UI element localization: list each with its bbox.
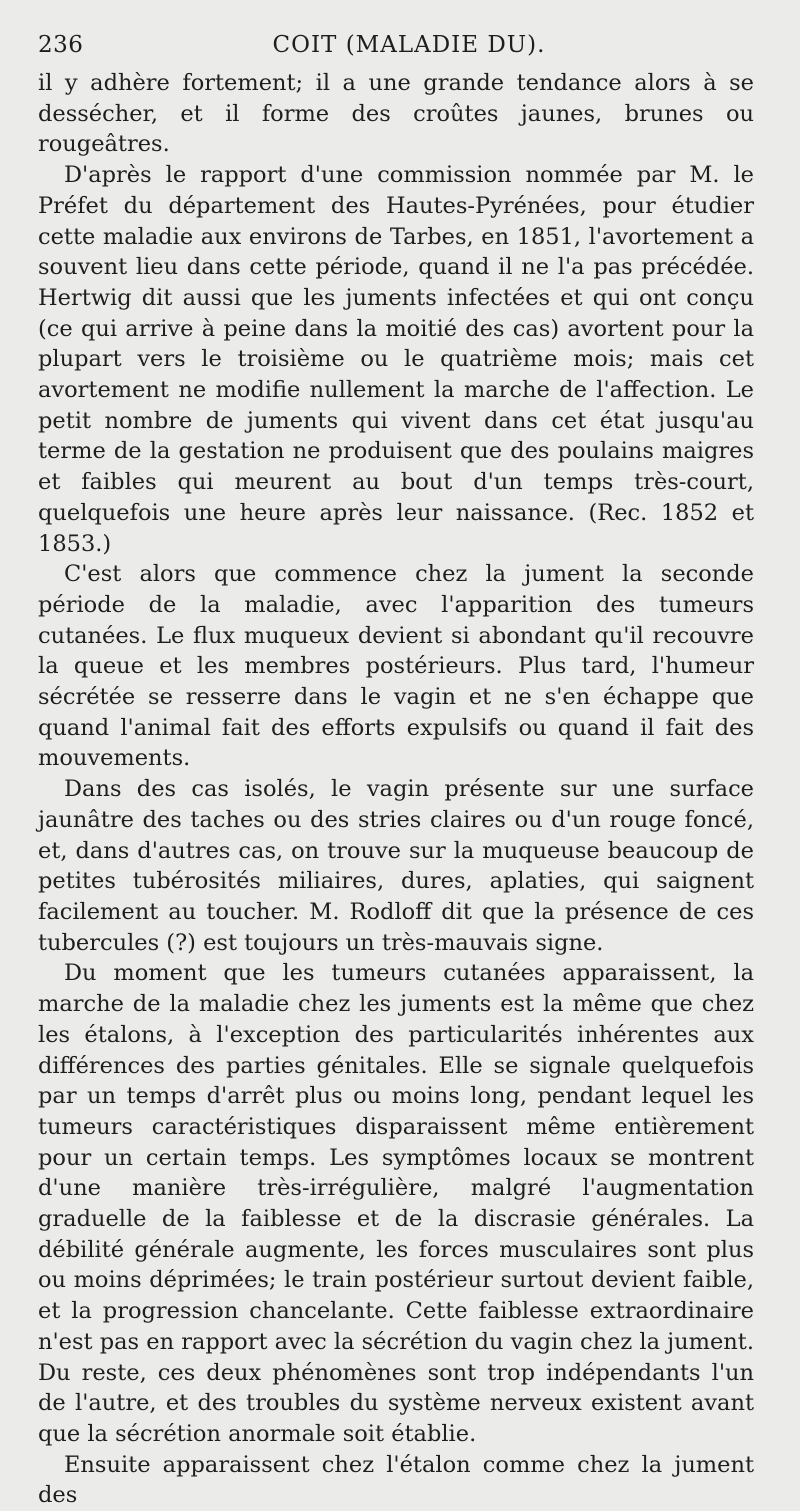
running-head: [38, 26, 754, 68]
paragraph: D'après le rapport d'une commission nommée par M. le Préfet du département des Hautes-Pyrénées, pour étudier cette maladie aux environs de Tarbes, en 1851, l'avortement a souvent lieu dans cette période, quand il ne l'a pas précédée. Hertwig dit aussi que les juments infectées et qui ont conçu (ce qui arrive à peine dans la moitié des cas) avortent pour la plupart vers le troisième ou le quatrième mois; mais cet avortement ne modifie nullement la marche de l'affection. Le petit nombre de juments qui vivent dans cet état jusqu'au terme de la gestation ne produisent que des poulains maigres et faibles qui meurent au bout d'un temps très-court, quelquefois une heure après leur naissance. (Rec. 1852 et 1853.): [38, 162, 754, 557]
paragraph-continuation: il y adhère fortement; il a une grande tendance alors à se dessécher, et il forme des croûtes jaunes, brunes ou rougeâtres.: [38, 70, 754, 158]
page-number: 236: [38, 32, 84, 58]
paragraph: C'est alors que commence chez la jument la seconde période de la maladie, avec l'apparition des tumeurs cutanées. Le flux muqueux devient si abondant qu'il recouvre la queue et les membres postérieurs. Plus tard, l'humeur sécrétée se resserre dans le vagin et ne s'en échappe que quand l'animal fait des efforts expulsifs ou quand il fait des mouvements.: [38, 561, 754, 772]
body-text: [38, 68, 754, 1511]
page-heading: COIT (MALADIE DU).: [272, 32, 546, 58]
paragraph: Du moment que les tumeurs cutanées apparaissent, la marche de la maladie chez les juments est la même que chez les étalons, à l'exception des particularités inhérentes aux différences des parties génitales. Elle se signale quelquefois par un temps d'arrêt plus ou moins long, pendant lequel les tumeurs caractéristiques disparaissent même entièrement pour un certain temps. Les symptômes locaux se montrent d'une manière très-irrégulière, malgré l'augmentation graduelle de la faiblesse et de la discrasie générales. La débilité générale augmente, les forces musculaires sont plus ou moins déprimées; le train postérieur surtout devient faible, et la progression chancelante. Cette faiblesse extraordinaire n'est pas en rapport avec la sécrétion du vagin chez la jument. Du reste, ces deux phénomènes sont trop indépendants l'un de l'autre, et des troubles du système nerveux existent avant que la sécrétion anormale soit établie.: [38, 960, 754, 1447]
paragraph: Ensuite apparaissent chez l'étalon comme chez la jument des: [38, 1451, 754, 1509]
paragraph: Dans des cas isolés, le vagin présente sur une surface jaunâtre des taches ou des stries claires ou d'un rouge foncé, et, dans d'autres cas, on trouve sur la muqueuse beaucoup de petites tubérosités miliaires, dures, aplaties, qui saignent facilement au toucher. M. Rodloff dit que la présence de ces tubercules (?) est toujours un très-mauvais signe.: [38, 776, 754, 956]
